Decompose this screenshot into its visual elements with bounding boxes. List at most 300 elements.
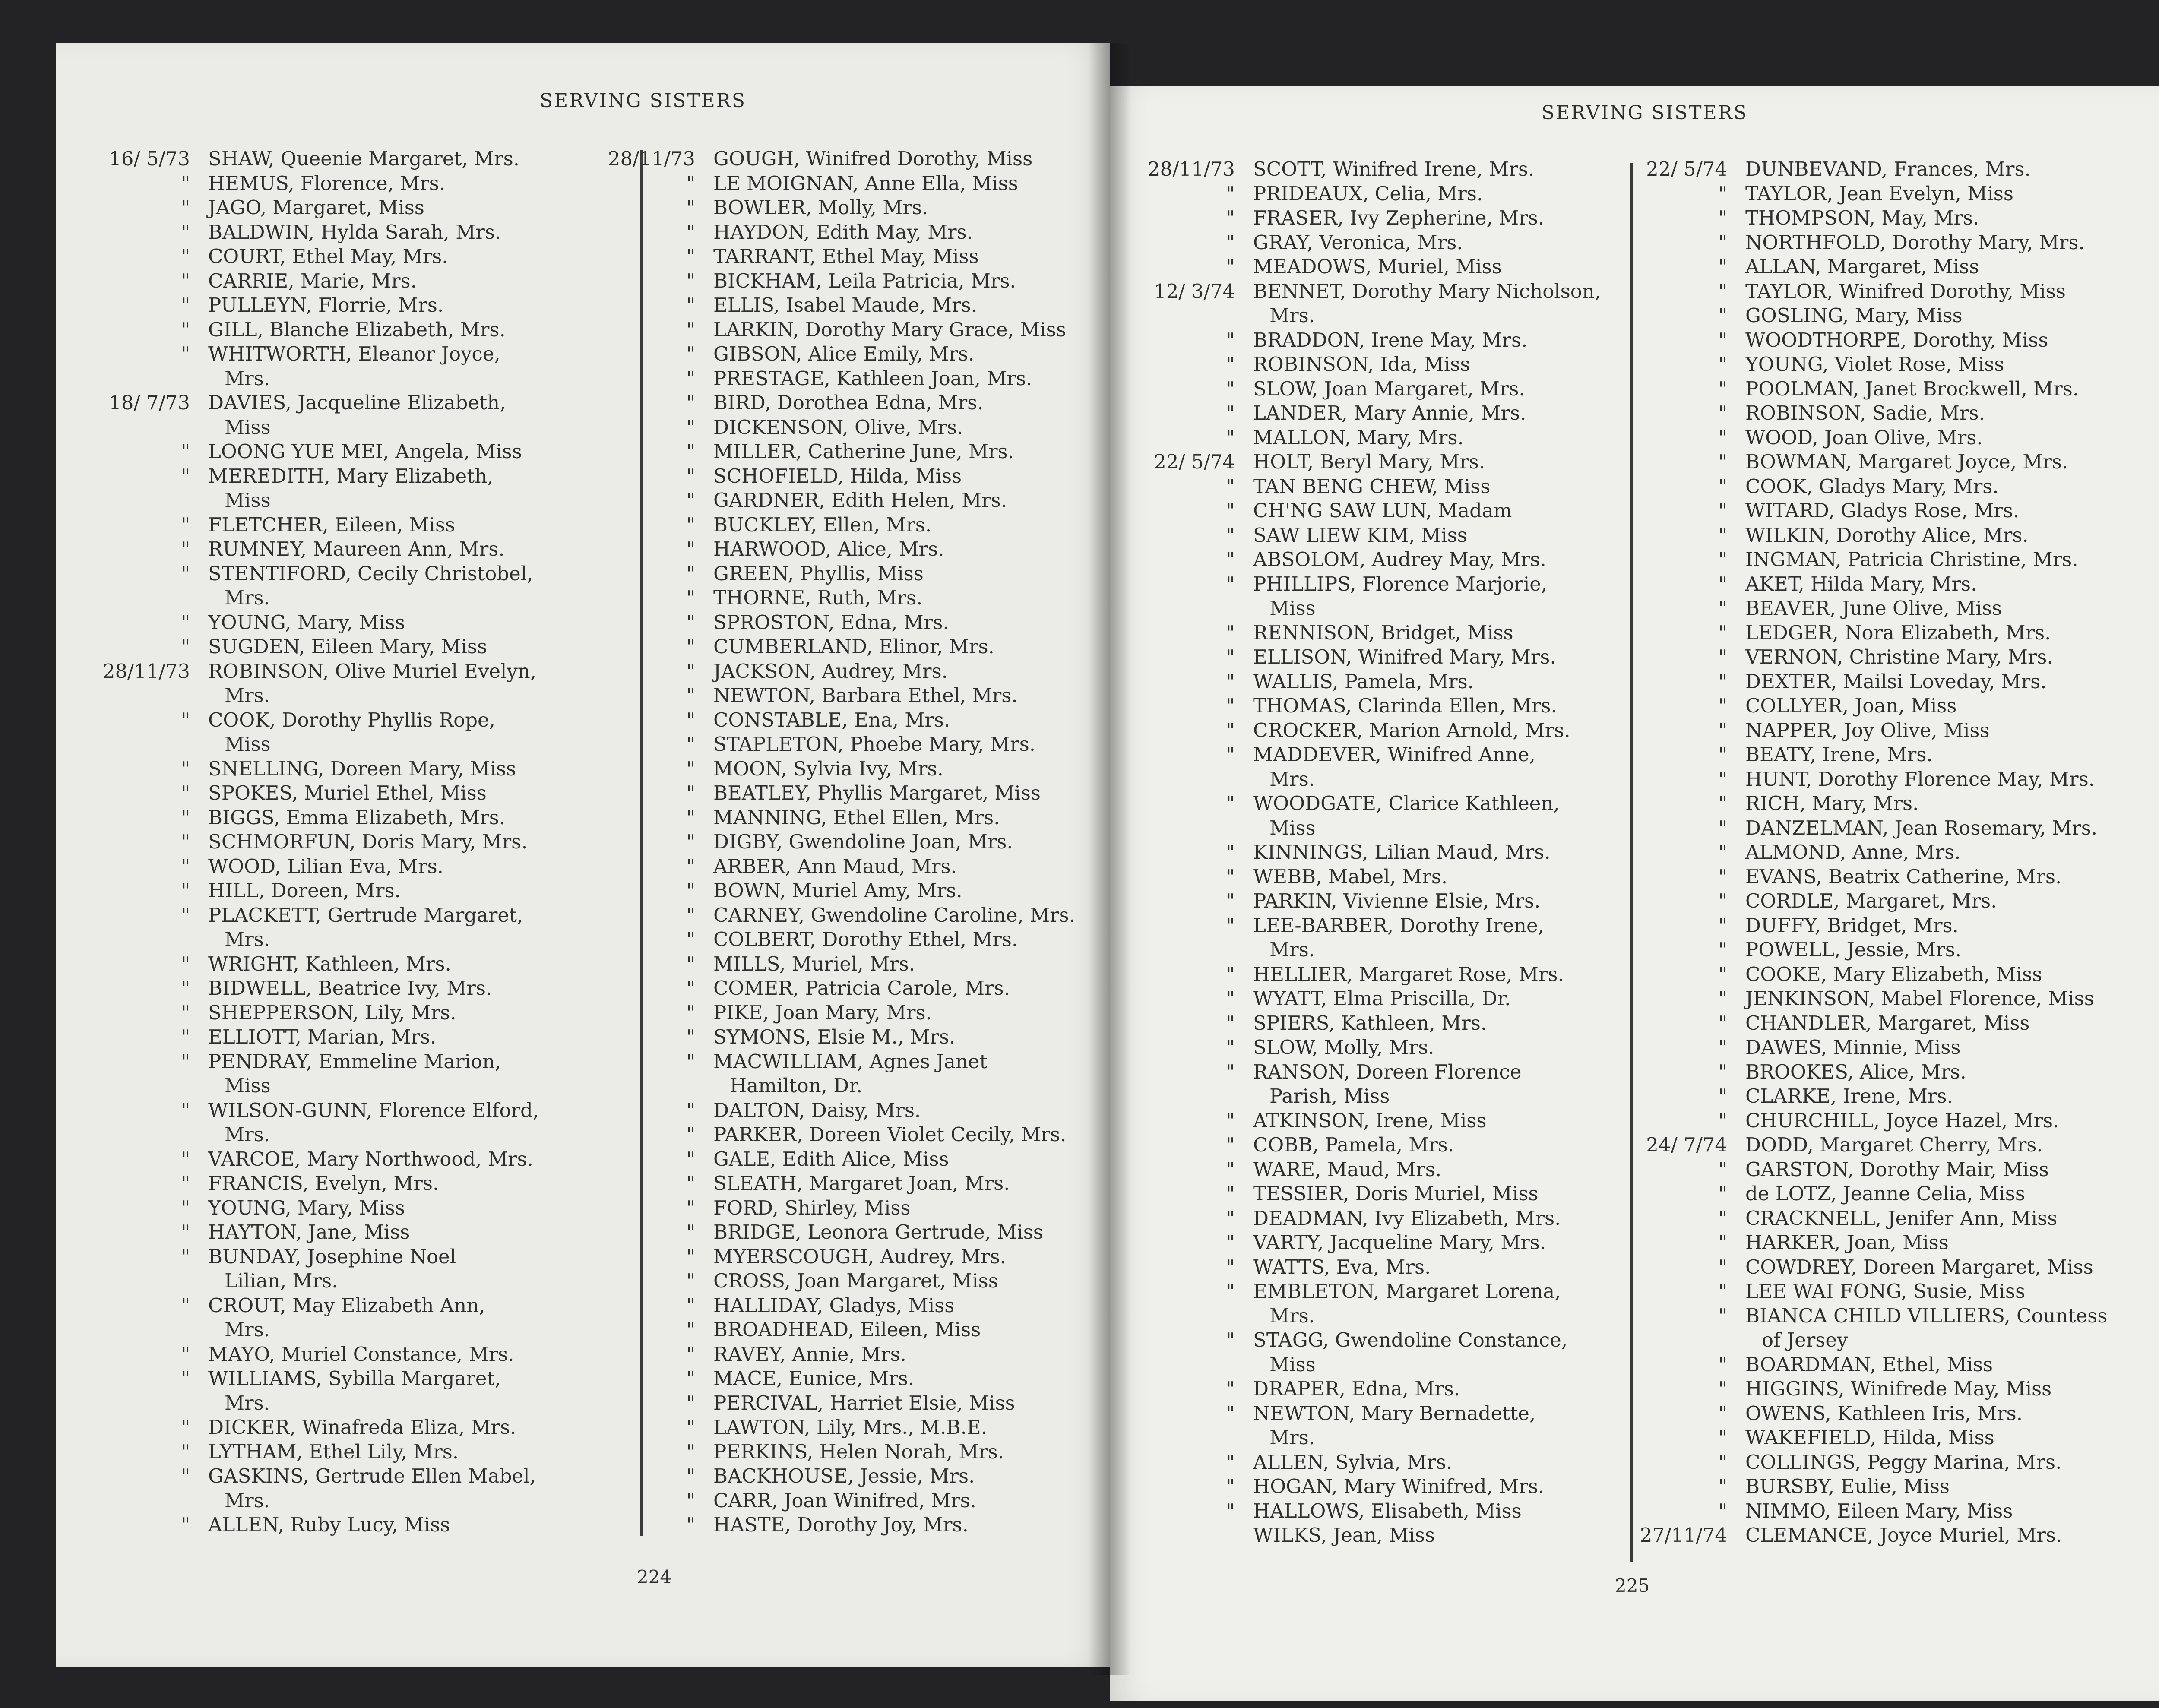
entry-name: GASKINS, Gertrude Ellen Mabel, — [208, 1464, 536, 1487]
list-item — [78, 562, 539, 586]
entry-name: MILLS, Muriel, Mrs. — [713, 952, 915, 975]
list-item — [78, 1050, 539, 1074]
entry-date — [78, 367, 190, 391]
list-item — [1136, 621, 1601, 645]
entry-date: " — [1226, 328, 1235, 351]
list-item — [78, 879, 539, 903]
entry-date: " — [1226, 572, 1235, 595]
list-column — [1628, 157, 2107, 1548]
entry-date: " — [1226, 474, 1235, 498]
entry-date: " — [181, 1367, 190, 1390]
entry-name: DAVIES, Jacqueline Elizabeth, — [208, 391, 506, 414]
list-item — [1136, 743, 1601, 767]
entry-date — [78, 732, 190, 757]
list-item — [78, 513, 539, 538]
entry-date: 27/11/74 — [1640, 1524, 1727, 1547]
entry-name: THOMPSON, May, Mrs. — [1745, 206, 1979, 229]
entry-date: " — [1718, 889, 1727, 912]
entry-date: " — [1226, 1206, 1235, 1230]
entry-date: " — [181, 1001, 190, 1024]
list-item — [596, 1342, 1075, 1367]
entry-date: " — [686, 1172, 695, 1195]
list-item — [1136, 914, 1601, 938]
entry-name: Lilian, Mrs. — [225, 1269, 338, 1292]
entry-name: CRACKNELL, Jenifer Ann, Miss — [1745, 1206, 2058, 1230]
entry-date: " — [1226, 841, 1235, 863]
entry-date: " — [1718, 1206, 1727, 1230]
entry-date: " — [686, 1416, 695, 1439]
entry-date: " — [1718, 255, 1727, 278]
list-item — [1628, 304, 2107, 328]
list-item — [596, 1171, 1075, 1196]
list-item — [1628, 865, 2107, 889]
entry-date — [1136, 938, 1235, 962]
entry-date: " — [181, 1440, 190, 1463]
entry-date: " — [1718, 694, 1727, 717]
entry-name: ATKINSON, Irene, Miss — [1253, 1109, 1487, 1132]
entry-name: HUNT, Dorothy Florence May, Mrs. — [1745, 767, 2095, 791]
entry-date: " — [1718, 182, 1727, 205]
entry-name: Mrs. — [225, 1391, 270, 1414]
list-item — [1136, 255, 1601, 279]
entry-date: " — [686, 489, 695, 512]
entry-name: DIGBY, Gwendoline Joan, Mrs. — [713, 830, 1013, 853]
list-item — [596, 415, 1075, 440]
entry-name: VARTY, Jacqueline Mary, Mrs. — [1253, 1231, 1546, 1254]
list-item — [1628, 914, 2107, 938]
entry-name: YOUNG, Violet Rose, Miss — [1745, 353, 2004, 376]
entry-name: COMER, Patricia Carole, Mrs. — [713, 977, 1010, 999]
list-item — [596, 1489, 1075, 1513]
entry-name: JENKINSON, Mabel Florence, Miss — [1745, 987, 2094, 1010]
entry-date — [78, 1318, 190, 1342]
entry-date — [78, 1391, 190, 1416]
entry-date: " — [181, 1050, 190, 1073]
entry-name: HARKER, Joan, Miss — [1745, 1231, 1949, 1254]
list-item — [1136, 1304, 1601, 1328]
list-item — [1136, 1255, 1601, 1280]
list-item — [1136, 670, 1601, 694]
entry-date: " — [181, 781, 190, 804]
entry-date: " — [1718, 938, 1727, 961]
entry-date — [1136, 596, 1235, 621]
entry-name: Miss — [1269, 816, 1316, 839]
entry-date: " — [686, 854, 695, 878]
entry-name: AKET, Hilda Mary, Mrs. — [1745, 572, 1977, 595]
list-item — [1136, 1328, 1601, 1353]
list-item — [1628, 1133, 2107, 1158]
list-item — [1628, 1060, 2107, 1085]
entry-name: Mrs. — [225, 928, 270, 951]
entry-name: HAYDON, Edith May, Mrs. — [713, 220, 973, 244]
entry-date: " — [181, 635, 190, 658]
list-item — [1628, 1499, 2107, 1524]
list-item — [1136, 401, 1601, 426]
entry-date: " — [1718, 1036, 1727, 1059]
entry-name: WOODGATE, Clarice Kathleen, — [1253, 792, 1560, 815]
entry-name: DICKER, Winafreda Eliza, Mrs. — [208, 1416, 516, 1439]
list-item — [78, 903, 539, 928]
list-item — [78, 610, 539, 635]
entry-date: " — [1226, 743, 1235, 766]
list-item — [78, 1123, 539, 1147]
list-item — [1628, 1206, 2107, 1231]
entry-date: " — [1718, 548, 1727, 571]
entry-name: PHILLIPS, Florence Marjorie, — [1253, 572, 1548, 595]
list-item — [1136, 962, 1601, 987]
entry-date: " — [686, 781, 695, 804]
entry-date: " — [1226, 987, 1235, 1010]
list-item — [78, 342, 539, 367]
entry-name: RICH, Mary, Mrs. — [1745, 792, 1919, 815]
entry-date — [596, 1074, 695, 1098]
list-item — [1628, 1377, 2107, 1401]
entry-name: LEE-BARBER, Dorothy Irene, — [1253, 914, 1544, 937]
entry-name: PULLEYN, Florrie, Mrs. — [208, 294, 444, 316]
entry-name: OWENS, Kathleen Iris, Mrs. — [1745, 1401, 2023, 1425]
list-item — [596, 757, 1075, 781]
list-item — [1628, 572, 2107, 597]
entry-date — [78, 586, 190, 610]
list-item — [596, 1294, 1075, 1318]
entry-name: Mrs. — [225, 1489, 270, 1512]
entry-date — [78, 927, 190, 952]
entry-date: " — [1226, 962, 1235, 986]
entry-name: SLEATH, Margaret Joan, Mrs. — [713, 1172, 1010, 1195]
list-item — [1136, 1523, 1601, 1548]
entry-date: " — [686, 1196, 695, 1219]
entry-name: MALLON, Mary, Mrs. — [1253, 426, 1464, 449]
list-item — [596, 903, 1075, 928]
entry-name: SNELLING, Doreen Mary, Miss — [208, 757, 516, 780]
entry-name: WOOD, Lilian Eva, Mrs. — [208, 854, 443, 878]
list-item — [1628, 499, 2107, 523]
list-item — [1136, 1499, 1601, 1524]
entry-date: " — [686, 171, 695, 195]
entry-name: Mrs. — [1269, 1304, 1315, 1327]
list-item — [78, 1440, 539, 1464]
list-item — [596, 683, 1075, 708]
entry-name: RAVEY, Annie, Mrs. — [713, 1342, 907, 1366]
list-item — [1628, 743, 2107, 767]
entry-name: PLACKETT, Gertrude Margaret, — [208, 903, 523, 927]
entry-date: " — [686, 1098, 695, 1122]
entry-name: MACE, Eunice, Mrs. — [713, 1367, 915, 1390]
list-item — [1628, 889, 2107, 914]
list-item — [596, 244, 1075, 269]
list-item — [78, 683, 539, 708]
entry-name: VERNON, Christine Mary, Mrs. — [1745, 645, 2053, 668]
entry-date: " — [1718, 1499, 1727, 1522]
entry-date: 28/11/73 — [1147, 158, 1235, 180]
entry-name: BEAVER, June Olive, Miss — [1745, 597, 2002, 620]
list-item — [78, 147, 539, 171]
entry-name: SCHMORFUN, Doris Mary, Mrs. — [208, 830, 528, 853]
entry-date: " — [1718, 304, 1727, 327]
entry-date — [1136, 767, 1235, 792]
list-item — [1628, 328, 2107, 353]
entry-date: " — [1226, 1475, 1235, 1498]
list-item — [78, 708, 539, 733]
entry-date: " — [181, 1098, 190, 1122]
list-item — [78, 318, 539, 342]
list-item — [1136, 1035, 1601, 1060]
entry-name: BRIDGE, Leonora Gertrude, Miss — [713, 1221, 1043, 1243]
list-item — [1136, 865, 1601, 889]
entry-date: " — [686, 1440, 695, 1463]
entry-date: " — [181, 342, 190, 365]
entry-date: " — [686, 196, 695, 219]
entry-name: Mrs. — [225, 684, 270, 707]
list-item — [1136, 645, 1601, 670]
entry-name: WATTS, Eva, Mrs. — [1253, 1255, 1431, 1278]
entry-name: WILSON-GUNN, Florence Elford, — [208, 1098, 539, 1122]
entry-name: ALLAN, Margaret, Miss — [1745, 255, 1979, 278]
list-item — [1628, 231, 2107, 255]
entry-date: " — [1226, 1450, 1235, 1474]
entry-date: " — [686, 1001, 695, 1024]
list-item — [1136, 499, 1601, 523]
entry-date: " — [181, 903, 190, 927]
entry-name: POOLMAN, Janet Brockwell, Mrs. — [1745, 377, 2079, 400]
list-item — [1628, 206, 2107, 231]
list-item — [596, 854, 1075, 879]
list-item — [596, 1123, 1075, 1147]
entry-date: " — [1226, 353, 1235, 376]
entry-name: GILL, Blanche Elizabeth, Mrs. — [208, 318, 506, 341]
list-item — [78, 1464, 539, 1489]
entry-date: " — [686, 586, 695, 609]
entry-date: " — [181, 1245, 190, 1268]
list-item — [1628, 1353, 2107, 1377]
entry-name: GIBSON, Alice Emily, Mrs. — [713, 342, 975, 365]
list-item — [1628, 1230, 2107, 1255]
entry-name: SLOW, Molly, Mrs. — [1253, 1036, 1434, 1059]
entry-date: " — [1226, 182, 1235, 205]
list-item — [1628, 279, 2107, 304]
list-item — [78, 1245, 539, 1269]
list-item — [1136, 1206, 1601, 1231]
list-item — [1136, 987, 1601, 1011]
list-item — [1136, 718, 1601, 743]
list-item — [596, 781, 1075, 806]
entry-name: SPOKES, Muriel Ethel, Miss — [208, 781, 487, 804]
list-item — [78, 537, 539, 562]
entry-name: HIGGINS, Winifrede May, Miss — [1745, 1377, 2052, 1400]
entry-name: DAWES, Minnie, Miss — [1745, 1036, 1961, 1059]
list-item — [1628, 1279, 2107, 1304]
list-item — [78, 367, 539, 391]
entry-name: TAN BENG CHEW, Miss — [1253, 474, 1491, 498]
entry-date: " — [686, 318, 695, 341]
list-item — [1136, 1279, 1601, 1304]
entry-date: " — [181, 708, 190, 731]
entry-date: 28/11/73 — [608, 147, 695, 170]
list-item — [596, 464, 1075, 489]
entry-date: " — [1226, 645, 1235, 668]
list-item — [1136, 1133, 1601, 1158]
entry-name: CONSTABLE, Ena, Mrs. — [713, 708, 950, 731]
entry-name: SAW LIEW KIM, Miss — [1253, 523, 1467, 547]
list-item — [1628, 1109, 2107, 1133]
entry-name: SYMONS, Elsie M., Mrs. — [713, 1025, 956, 1048]
entry-name: FLETCHER, Eileen, Miss — [208, 513, 456, 536]
entry-date: " — [686, 391, 695, 414]
entry-date: " — [686, 952, 695, 975]
list-item — [596, 513, 1075, 538]
entry-name: MILLER, Catherine June, Mrs. — [713, 440, 1014, 463]
entry-date: " — [181, 977, 190, 999]
entry-date: 22/ 5/74 — [1646, 158, 1727, 180]
entry-name: FRANCIS, Evelyn, Mrs. — [208, 1172, 439, 1195]
list-item — [596, 440, 1075, 464]
entry-date: " — [181, 562, 190, 585]
entry-date: " — [1226, 377, 1235, 400]
entry-name: HAYTON, Jane, Miss — [208, 1221, 410, 1243]
entry-name: BIDWELL, Beatrice Ivy, Mrs. — [208, 977, 492, 999]
entry-name: MEREDITH, Mary Elizabeth, — [208, 464, 494, 487]
entry-date — [1136, 1084, 1235, 1109]
entry-name: CORDLE, Margaret, Mrs. — [1745, 889, 1997, 912]
list-item — [78, 1513, 539, 1537]
entry-name: BURSBY, Eulie, Miss — [1745, 1475, 1950, 1498]
entry-date: " — [686, 1391, 695, 1414]
entry-date: " — [1718, 1450, 1727, 1474]
entry-date — [1136, 1353, 1235, 1377]
list-item — [1136, 206, 1601, 231]
entry-date: " — [686, 245, 695, 268]
entry-date: " — [1226, 426, 1235, 449]
entry-name: COLLYER, Joan, Miss — [1745, 694, 1957, 717]
list-item — [78, 488, 539, 513]
list-item — [78, 1074, 539, 1098]
list-item — [78, 1391, 539, 1416]
entry-date: " — [686, 415, 695, 439]
entry-name: THORNE, Ruth, Mrs. — [713, 586, 923, 609]
list-item — [78, 976, 539, 1001]
entry-name: DUNBEVAND, Frances, Mrs. — [1745, 158, 2031, 180]
entry-date: " — [1718, 865, 1727, 888]
list-item — [1628, 1035, 2107, 1060]
entry-name: Miss — [1269, 1353, 1316, 1376]
entry-name: WILKIN, Dorothy Alice, Mrs. — [1745, 523, 2029, 547]
entry-name: YOUNG, Mary, Miss — [208, 610, 405, 634]
list-item — [1136, 182, 1601, 206]
entry-name: MOON, Sylvia Ivy, Mrs. — [713, 757, 943, 780]
entry-name: WILKS, Jean, Miss — [1253, 1524, 1435, 1547]
entry-date: " — [1718, 572, 1727, 595]
entry-name: BEATY, Irene, Mrs. — [1745, 743, 1933, 766]
entry-date: " — [686, 977, 695, 999]
entry-date: " — [1226, 1158, 1235, 1181]
entry-date: " — [1718, 841, 1727, 863]
entry-date: 16/ 5/73 — [109, 147, 190, 170]
list-item — [596, 367, 1075, 391]
entry-date: " — [181, 513, 190, 536]
list-item — [1136, 572, 1601, 597]
entry-date — [78, 683, 190, 708]
list-item — [596, 659, 1075, 684]
list-item — [596, 806, 1075, 830]
entry-date: " — [1718, 377, 1727, 400]
entry-date: " — [1226, 889, 1235, 912]
entry-date: 18/ 7/73 — [109, 391, 190, 414]
list-item — [596, 1440, 1075, 1464]
entry-name: NAPPER, Joy Olive, Miss — [1745, 718, 1990, 742]
entry-name: PARKER, Doreen Violet Cecily, Mrs. — [713, 1123, 1067, 1146]
entry-name: WHITWORTH, Eleanor Joyce, — [208, 342, 500, 365]
list-item — [596, 391, 1075, 415]
list-item — [1136, 328, 1601, 353]
list-item — [1628, 157, 2107, 182]
entry-date: " — [1226, 1377, 1235, 1400]
entry-name: of Jersey — [1762, 1328, 1848, 1351]
entry-name: CARR, Joan Winifred, Mrs. — [713, 1489, 976, 1512]
entry-date: " — [181, 952, 190, 975]
list-item — [596, 927, 1075, 952]
list-item — [596, 952, 1075, 977]
list-item — [78, 391, 539, 415]
entry-name: STAPLETON, Phoebe Mary, Mrs. — [713, 733, 1036, 756]
entry-name: COOK, Dorothy Phyllis Rope, — [208, 708, 495, 731]
entry-name: DUFFY, Bridget, Mrs. — [1745, 914, 1959, 937]
entry-name: COURT, Ethel May, Mrs. — [208, 245, 448, 268]
entry-date — [1136, 816, 1235, 841]
entry-date: " — [1718, 499, 1727, 522]
entry-name: MANNING, Ethel Ellen, Mrs. — [713, 806, 1000, 829]
list-item — [596, 1513, 1075, 1537]
entry-date: " — [181, 1416, 190, 1439]
list-item — [1628, 718, 2107, 743]
list-item — [596, 635, 1075, 659]
entry-name: PRESTAGE, Kathleen Joan, Mrs. — [713, 367, 1032, 390]
list-item — [1628, 767, 2107, 792]
entry-name: COLBERT, Dorothy Ethel, Mrs. — [713, 928, 1018, 951]
list-item — [1628, 450, 2107, 474]
list-item — [78, 732, 539, 757]
list-item — [1136, 889, 1601, 914]
entry-date: " — [1718, 792, 1727, 815]
entry-name: BOARDMAN, Ethel, Miss — [1745, 1353, 1993, 1376]
entry-name: DALTON, Daisy, Mrs. — [713, 1098, 921, 1122]
entry-date — [1136, 1304, 1235, 1328]
left-page — [56, 43, 1110, 1667]
entry-date: " — [181, 196, 190, 219]
entry-name: STAGG, Gwendoline Constance, — [1253, 1328, 1568, 1351]
entry-name: CARNEY, Gwendoline Caroline, Mrs. — [713, 903, 1076, 927]
list-item — [596, 1098, 1075, 1123]
entry-date: " — [1718, 353, 1727, 376]
entry-name: COLLINGS, Peggy Marina, Mrs. — [1745, 1450, 2062, 1474]
entry-name: CLEMANCE, Joyce Muriel, Mrs. — [1745, 1524, 2062, 1547]
entry-name: TARRANT, Ethel May, Miss — [713, 245, 979, 268]
entry-name: SPIERS, Kathleen, Mrs. — [1253, 1011, 1487, 1034]
page-number: 224 — [637, 1566, 672, 1588]
entry-name: Miss — [225, 415, 271, 439]
entry-date: " — [686, 538, 695, 560]
entry-name: ELLIS, Isabel Maude, Mrs. — [713, 294, 977, 316]
entry-name: BICKHAM, Leila Patricia, Mrs. — [713, 269, 1016, 292]
entry-name: Mrs. — [225, 367, 270, 390]
entry-name: CH'NG SAW LUN, Madam — [1253, 499, 1512, 522]
list-item — [596, 1318, 1075, 1342]
entry-date: " — [1226, 402, 1235, 424]
entry-name: LOONG YUE MEI, Angela, Miss — [208, 440, 522, 463]
list-item — [78, 440, 539, 464]
list-item — [1136, 816, 1601, 841]
entry-name: CLARKE, Irene, Mrs. — [1745, 1085, 1953, 1107]
entry-name: NORTHFOLD, Dorothy Mary, Mrs. — [1745, 231, 2085, 254]
